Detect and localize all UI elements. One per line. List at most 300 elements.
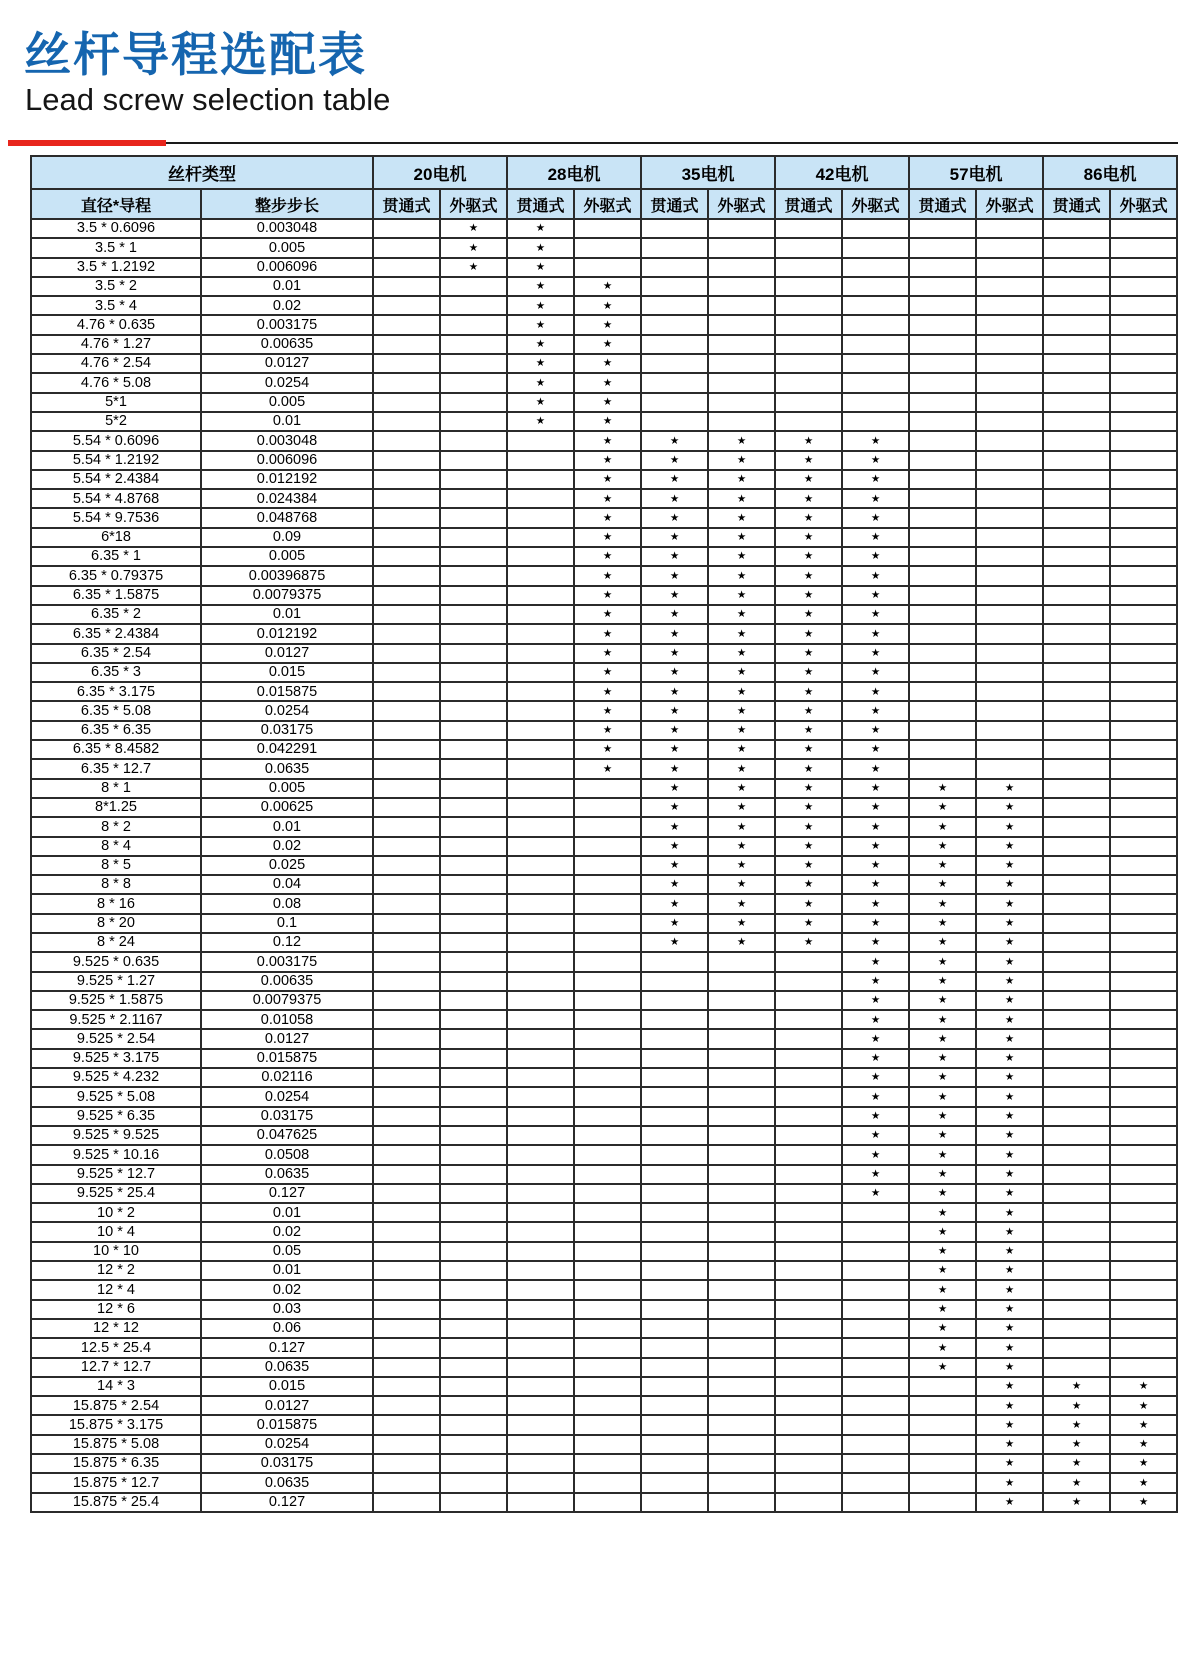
empty-cell	[507, 1493, 574, 1512]
empty-cell	[708, 1415, 775, 1434]
star-cell: ★	[574, 296, 641, 315]
empty-cell	[1043, 1049, 1110, 1068]
empty-cell	[440, 875, 507, 894]
star-cell: ★	[842, 1107, 909, 1126]
star-cell: ★	[976, 933, 1043, 952]
star-cell: ★	[641, 721, 708, 740]
star-cell: ★	[909, 894, 976, 913]
empty-cell	[440, 624, 507, 643]
lead-cell: 4.76 * 2.54	[31, 354, 201, 373]
empty-cell	[976, 238, 1043, 257]
header-external-type: 外驱式	[708, 189, 775, 219]
empty-cell	[1043, 605, 1110, 624]
star-cell: ★	[641, 740, 708, 759]
star-cell: ★	[909, 1049, 976, 1068]
lead-cell: 8 * 20	[31, 914, 201, 933]
empty-cell	[373, 759, 440, 778]
empty-cell	[1043, 779, 1110, 798]
step-cell: 0.012192	[201, 624, 373, 643]
empty-cell	[708, 1049, 775, 1068]
empty-cell	[1043, 451, 1110, 470]
star-cell: ★	[909, 1145, 976, 1164]
step-cell: 0.03175	[201, 721, 373, 740]
empty-cell	[507, 759, 574, 778]
empty-cell	[1110, 740, 1177, 759]
star-cell: ★	[842, 644, 909, 663]
empty-cell	[641, 1261, 708, 1280]
empty-cell	[909, 393, 976, 412]
empty-cell	[373, 1010, 440, 1029]
empty-cell	[440, 489, 507, 508]
step-cell: 0.042291	[201, 740, 373, 759]
empty-cell	[976, 644, 1043, 663]
empty-cell	[574, 817, 641, 836]
star-cell: ★	[909, 1280, 976, 1299]
star-cell: ★	[440, 258, 507, 277]
empty-cell	[440, 991, 507, 1010]
star-cell: ★	[842, 798, 909, 817]
empty-cell	[440, 373, 507, 392]
empty-cell	[775, 1415, 842, 1434]
empty-cell	[708, 412, 775, 431]
star-cell: ★	[842, 856, 909, 875]
empty-cell	[574, 1280, 641, 1299]
step-cell: 0.127	[201, 1338, 373, 1357]
star-cell: ★	[708, 470, 775, 489]
table-row	[31, 1010, 1177, 1029]
star-cell: ★	[574, 393, 641, 412]
star-cell: ★	[507, 354, 574, 373]
star-cell: ★	[976, 1415, 1043, 1434]
step-cell: 0.015875	[201, 682, 373, 701]
empty-cell	[842, 1415, 909, 1434]
lead-cell: 3.5 * 4	[31, 296, 201, 315]
empty-cell	[641, 1242, 708, 1261]
empty-cell	[440, 1087, 507, 1106]
empty-cell	[909, 412, 976, 431]
empty-cell	[507, 817, 574, 836]
step-cell: 0.02116	[201, 1068, 373, 1087]
table-row	[31, 779, 1177, 798]
empty-cell	[373, 393, 440, 412]
star-cell: ★	[507, 238, 574, 257]
empty-cell	[507, 837, 574, 856]
empty-cell	[1110, 1049, 1177, 1068]
empty-cell	[373, 1087, 440, 1106]
empty-cell	[775, 1473, 842, 1492]
star-cell: ★	[775, 566, 842, 585]
step-cell: 0.01	[201, 277, 373, 296]
star-cell: ★	[842, 431, 909, 450]
page-title-chinese: 丝杆导程选配表	[24, 28, 367, 81]
star-cell: ★	[708, 894, 775, 913]
star-cell: ★	[574, 412, 641, 431]
star-cell: ★	[641, 451, 708, 470]
header-screw-type: 丝杆类型	[31, 156, 373, 189]
step-cell: 0.015875	[201, 1415, 373, 1434]
empty-cell	[507, 1029, 574, 1048]
empty-cell	[1110, 1338, 1177, 1357]
lead-cell: 8 * 5	[31, 856, 201, 875]
empty-cell	[1043, 1222, 1110, 1241]
lead-cell: 15.875 * 25.4	[31, 1493, 201, 1512]
empty-cell	[708, 373, 775, 392]
star-cell: ★	[976, 1377, 1043, 1396]
empty-cell	[1110, 277, 1177, 296]
empty-cell	[507, 470, 574, 489]
empty-cell	[373, 219, 440, 238]
empty-cell	[373, 566, 440, 585]
empty-cell	[641, 1396, 708, 1415]
step-cell: 0.05	[201, 1242, 373, 1261]
divider	[8, 140, 1178, 147]
star-cell: ★	[909, 1068, 976, 1087]
empty-cell	[1043, 1338, 1110, 1357]
empty-cell	[641, 1222, 708, 1241]
empty-cell	[708, 238, 775, 257]
empty-cell	[373, 508, 440, 527]
empty-cell	[842, 1300, 909, 1319]
empty-cell	[574, 1319, 641, 1338]
table-row	[31, 1107, 1177, 1126]
lead-cell: 6.35 * 3	[31, 663, 201, 682]
step-cell: 0.006096	[201, 451, 373, 470]
empty-cell	[440, 759, 507, 778]
star-cell: ★	[976, 1261, 1043, 1280]
table-row	[31, 605, 1177, 624]
empty-cell	[440, 1126, 507, 1145]
empty-cell	[976, 412, 1043, 431]
star-cell: ★	[708, 759, 775, 778]
lead-cell: 5.54 * 2.4384	[31, 470, 201, 489]
table-row	[31, 586, 1177, 605]
empty-cell	[507, 624, 574, 643]
star-cell: ★	[976, 1145, 1043, 1164]
empty-cell	[1043, 1358, 1110, 1377]
empty-cell	[641, 1338, 708, 1357]
empty-cell	[1043, 1126, 1110, 1145]
star-cell: ★	[574, 277, 641, 296]
table-header	[31, 156, 1177, 219]
star-cell: ★	[976, 1300, 1043, 1319]
star-cell: ★	[574, 489, 641, 508]
empty-cell	[1110, 431, 1177, 450]
empty-cell	[1043, 528, 1110, 547]
empty-cell	[909, 1396, 976, 1415]
empty-cell	[909, 644, 976, 663]
star-cell: ★	[641, 663, 708, 682]
empty-cell	[775, 258, 842, 277]
star-cell: ★	[574, 470, 641, 489]
empty-cell	[641, 1415, 708, 1434]
empty-cell	[440, 644, 507, 663]
empty-cell	[976, 431, 1043, 450]
star-cell: ★	[775, 759, 842, 778]
star-cell: ★	[775, 547, 842, 566]
header-motor-28: 28电机	[507, 156, 641, 189]
empty-cell	[373, 489, 440, 508]
header-external-type: 外驱式	[574, 189, 641, 219]
lead-cell: 6.35 * 1	[31, 547, 201, 566]
star-cell: ★	[641, 701, 708, 720]
empty-cell	[1043, 393, 1110, 412]
lead-cell: 9.525 * 4.232	[31, 1068, 201, 1087]
empty-cell	[440, 296, 507, 315]
step-cell: 0.01	[201, 1203, 373, 1222]
empty-cell	[976, 354, 1043, 373]
empty-cell	[842, 393, 909, 412]
table-row	[31, 528, 1177, 547]
step-cell: 0.01	[201, 1261, 373, 1280]
step-cell: 0.047625	[201, 1126, 373, 1145]
empty-cell	[507, 1049, 574, 1068]
lead-cell: 3.5 * 1.2192	[31, 258, 201, 277]
star-cell: ★	[775, 682, 842, 701]
star-cell: ★	[641, 759, 708, 778]
empty-cell	[373, 914, 440, 933]
step-cell: 0.003048	[201, 219, 373, 238]
empty-cell	[440, 972, 507, 991]
header-external-type: 外驱式	[976, 189, 1043, 219]
table-row	[31, 1415, 1177, 1434]
star-cell: ★	[507, 219, 574, 238]
star-cell: ★	[976, 914, 1043, 933]
step-cell: 0.003175	[201, 952, 373, 971]
star-cell: ★	[842, 682, 909, 701]
step-cell: 0.01	[201, 605, 373, 624]
star-cell: ★	[708, 644, 775, 663]
empty-cell	[641, 277, 708, 296]
empty-cell	[708, 972, 775, 991]
empty-cell	[1043, 508, 1110, 527]
empty-cell	[909, 663, 976, 682]
empty-cell	[440, 779, 507, 798]
empty-cell	[1110, 1242, 1177, 1261]
empty-cell	[775, 1049, 842, 1068]
star-cell: ★	[775, 644, 842, 663]
empty-cell	[1043, 373, 1110, 392]
step-cell: 0.01058	[201, 1010, 373, 1029]
star-cell: ★	[909, 1300, 976, 1319]
table-row	[31, 952, 1177, 971]
empty-cell	[909, 315, 976, 334]
empty-cell	[909, 354, 976, 373]
lead-cell: 12 * 12	[31, 1319, 201, 1338]
empty-cell	[976, 528, 1043, 547]
empty-cell	[775, 1010, 842, 1029]
empty-cell	[1110, 238, 1177, 257]
empty-cell	[1043, 682, 1110, 701]
empty-cell	[373, 1319, 440, 1338]
star-cell: ★	[842, 586, 909, 605]
empty-cell	[507, 914, 574, 933]
header-motor-57: 57电机	[909, 156, 1043, 189]
star-cell: ★	[574, 740, 641, 759]
empty-cell	[373, 1435, 440, 1454]
table-row	[31, 296, 1177, 315]
star-cell: ★	[641, 605, 708, 624]
empty-cell	[1110, 779, 1177, 798]
empty-cell	[507, 991, 574, 1010]
divider-accent-red	[8, 140, 166, 146]
empty-cell	[1110, 1145, 1177, 1164]
star-cell: ★	[842, 1049, 909, 1068]
empty-cell	[507, 528, 574, 547]
table-row	[31, 914, 1177, 933]
empty-cell	[708, 1319, 775, 1338]
empty-cell	[775, 1280, 842, 1299]
table-row	[31, 1358, 1177, 1377]
lead-cell: 9.525 * 2.54	[31, 1029, 201, 1048]
empty-cell	[373, 1396, 440, 1415]
star-cell: ★	[842, 991, 909, 1010]
table-row	[31, 1280, 1177, 1299]
star-cell: ★	[842, 875, 909, 894]
star-cell: ★	[909, 1261, 976, 1280]
empty-cell	[1110, 682, 1177, 701]
empty-cell	[641, 1203, 708, 1222]
empty-cell	[775, 991, 842, 1010]
empty-cell	[1043, 644, 1110, 663]
star-cell: ★	[708, 933, 775, 952]
empty-cell	[507, 1010, 574, 1029]
table-row	[31, 701, 1177, 720]
empty-cell	[775, 1358, 842, 1377]
empty-cell	[842, 296, 909, 315]
step-cell: 0.0635	[201, 1358, 373, 1377]
star-cell: ★	[775, 605, 842, 624]
header-motor-35: 35电机	[641, 156, 775, 189]
star-cell: ★	[708, 586, 775, 605]
table-row	[31, 1222, 1177, 1241]
empty-cell	[373, 1300, 440, 1319]
empty-cell	[440, 837, 507, 856]
star-cell: ★	[775, 508, 842, 527]
empty-cell	[1043, 875, 1110, 894]
star-cell: ★	[641, 566, 708, 585]
star-cell: ★	[641, 624, 708, 643]
star-cell: ★	[641, 682, 708, 701]
empty-cell	[775, 1396, 842, 1415]
empty-cell	[1043, 1300, 1110, 1319]
empty-cell	[440, 1358, 507, 1377]
empty-cell	[909, 508, 976, 527]
table-row	[31, 1493, 1177, 1512]
step-cell: 0.0254	[201, 701, 373, 720]
lead-cell: 8 * 16	[31, 894, 201, 913]
table-row	[31, 798, 1177, 817]
empty-cell	[775, 952, 842, 971]
empty-cell	[1043, 1261, 1110, 1280]
star-cell: ★	[775, 489, 842, 508]
empty-cell	[373, 721, 440, 740]
empty-cell	[1043, 856, 1110, 875]
star-cell: ★	[708, 431, 775, 450]
star-cell: ★	[909, 1338, 976, 1357]
star-cell: ★	[775, 624, 842, 643]
empty-cell	[909, 566, 976, 585]
table-row	[31, 451, 1177, 470]
star-cell: ★	[574, 682, 641, 701]
empty-cell	[574, 875, 641, 894]
step-cell: 0.00625	[201, 798, 373, 817]
table-row	[31, 1068, 1177, 1087]
empty-cell	[574, 1473, 641, 1492]
lead-cell: 8*1.25	[31, 798, 201, 817]
star-cell: ★	[708, 817, 775, 836]
star-cell: ★	[976, 817, 1043, 836]
star-cell: ★	[842, 470, 909, 489]
empty-cell	[440, 1396, 507, 1415]
empty-cell	[976, 759, 1043, 778]
empty-cell	[909, 238, 976, 257]
step-cell: 0.02	[201, 837, 373, 856]
empty-cell	[373, 315, 440, 334]
star-cell: ★	[976, 1222, 1043, 1241]
empty-cell	[507, 682, 574, 701]
empty-cell	[373, 335, 440, 354]
step-cell: 0.127	[201, 1184, 373, 1203]
step-cell: 0.0127	[201, 644, 373, 663]
empty-cell	[909, 296, 976, 315]
empty-cell	[909, 277, 976, 296]
lead-cell: 3.5 * 1	[31, 238, 201, 257]
empty-cell	[1110, 1107, 1177, 1126]
step-cell: 0.1	[201, 914, 373, 933]
lead-cell: 5.54 * 0.6096	[31, 431, 201, 450]
star-cell: ★	[775, 586, 842, 605]
empty-cell	[775, 1165, 842, 1184]
star-cell: ★	[1043, 1396, 1110, 1415]
star-cell: ★	[574, 335, 641, 354]
empty-cell	[1043, 566, 1110, 585]
table-row	[31, 1396, 1177, 1415]
empty-cell	[909, 431, 976, 450]
empty-cell	[976, 740, 1043, 759]
star-cell: ★	[842, 972, 909, 991]
lead-cell: 4.76 * 1.27	[31, 335, 201, 354]
empty-cell	[373, 1184, 440, 1203]
empty-cell	[373, 1415, 440, 1434]
step-cell: 0.01	[201, 817, 373, 836]
empty-cell	[440, 451, 507, 470]
star-cell: ★	[708, 701, 775, 720]
empty-cell	[373, 412, 440, 431]
step-cell: 0.02	[201, 296, 373, 315]
empty-cell	[1043, 470, 1110, 489]
table-row	[31, 972, 1177, 991]
empty-cell	[507, 489, 574, 508]
lead-cell: 15.875 * 2.54	[31, 1396, 201, 1415]
empty-cell	[976, 586, 1043, 605]
empty-cell	[641, 238, 708, 257]
star-cell: ★	[574, 644, 641, 663]
empty-cell	[440, 1300, 507, 1319]
star-cell: ★	[775, 431, 842, 450]
lead-cell: 9.525 * 2.1167	[31, 1010, 201, 1029]
empty-cell	[708, 1454, 775, 1473]
empty-cell	[1110, 393, 1177, 412]
empty-cell	[1043, 972, 1110, 991]
empty-cell	[1043, 258, 1110, 277]
star-cell: ★	[842, 779, 909, 798]
star-cell: ★	[842, 914, 909, 933]
empty-cell	[1043, 1107, 1110, 1126]
empty-cell	[641, 1435, 708, 1454]
empty-cell	[507, 547, 574, 566]
empty-cell	[641, 1377, 708, 1396]
empty-cell	[373, 1107, 440, 1126]
